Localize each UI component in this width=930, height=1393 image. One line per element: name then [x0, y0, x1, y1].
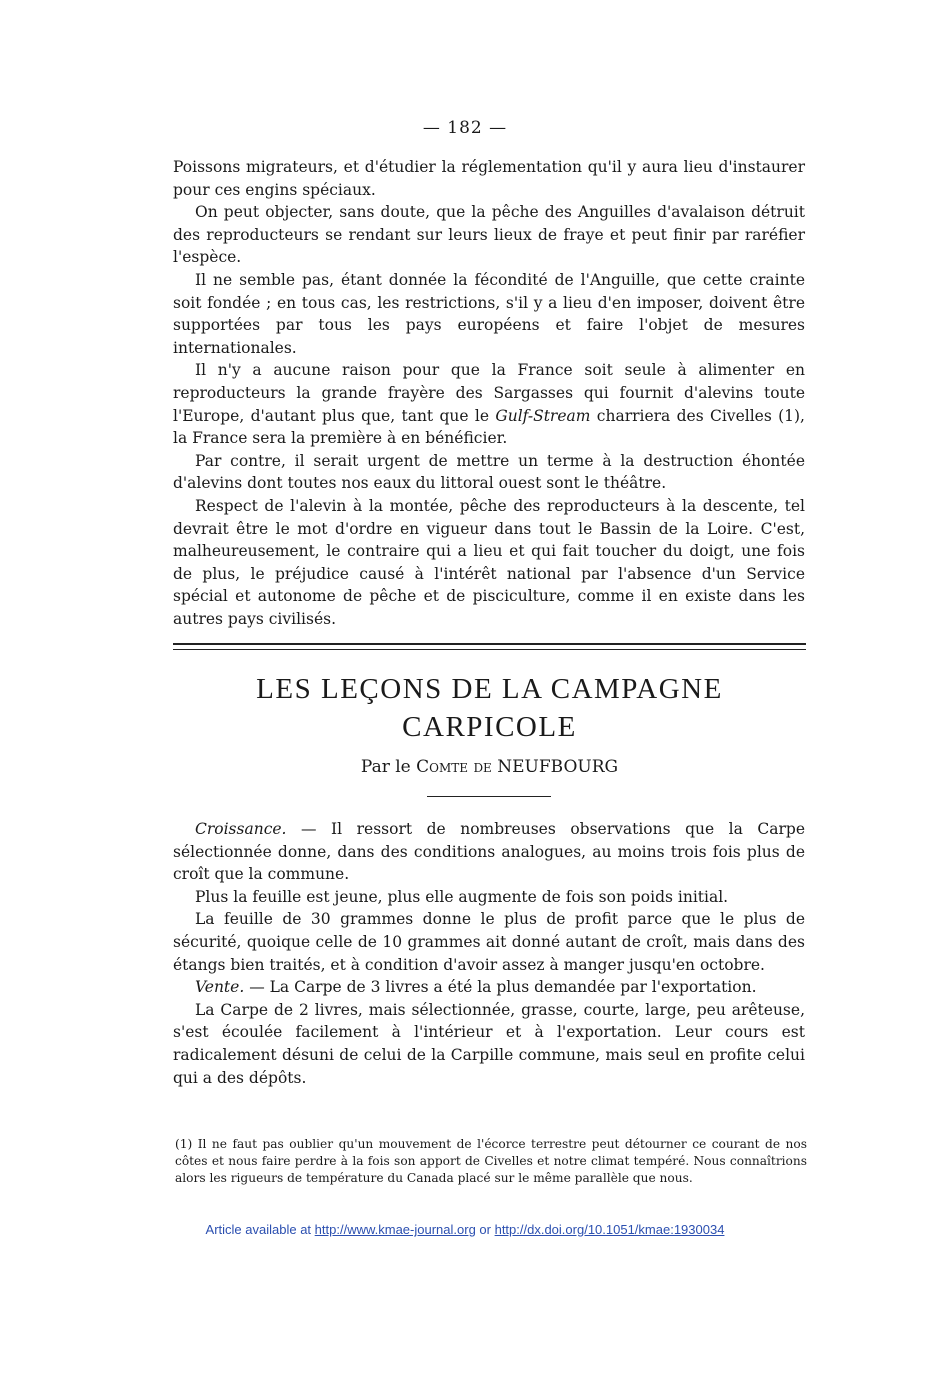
paragraph-4-text-b: charriera des Civelles (1), la France sera la première à en bénéficier.: [173, 406, 805, 448]
article-body: [173, 818, 805, 1089]
top-text-block: [173, 156, 805, 630]
kmae-journal-link[interactable]: http://www.kmae-journal.org: [314, 1222, 476, 1237]
availability-notice: [0, 1222, 930, 1237]
article-title-line-1: LES LEÇONS DE LA CAMPAGNE: [256, 673, 723, 705]
body-paragraph-4: [173, 976, 805, 999]
paragraph-4: [173, 359, 805, 449]
body-paragraph-4-text: — La Carpe de 3 livres a été la plus demandée par l'exportation.: [244, 978, 757, 997]
byline-rank: Comte de: [416, 757, 492, 777]
paragraph-4-text-a: Il n'y a aucune raison pour que la France soit seule à alimenter en reproducteurs la grande frayère des Sargasses qui fournit d'alevins toute l'Europe, d'autant plus que, tant que le: [173, 361, 805, 425]
body-paragraph-2: Plus la feuille est jeune, plus elle augmente de fois son poids initial.: [195, 887, 729, 906]
title-underline-rule: [427, 796, 551, 797]
section-divider: [173, 643, 806, 650]
footnote-1: (1) Il ne faut pas oublier qu'un mouvement de l'écorce terrestre peut détourner ce courant de nos côtes et nous faire perdre à la fois son apport de Civelles et notre climat tempéré. Nous connaîtrions alors les rigueurs de température du Canada placé sur le même parallèle que nous.: [175, 1137, 807, 1185]
body-paragraph-3: La feuille de 30 grammes donne le plus de profit parce que le plus de sécurité, quoique celle de 10 grammes ait donné autant de croît, mais dans des étangs bien traités, et à condition d'avoir assez à manger jusqu'en octobre.: [173, 910, 805, 974]
availability-middle: or: [475, 1222, 495, 1237]
paragraph-6: Respect de l'alevin à la montée, pêche des reproducteurs à la descente, tel devrait être le mot d'ordre en vigueur dans tout le Bassin de la Loire. C'est, malheureusement, le contraire qui a lieu et qui fait toucher du doigt, une fois de plus, le préjudice causé à l'intérêt national par l'absence d'un Service spécial et autonome de pêche et de pisciculture, comme il en existe dans les autres pays civilisés.: [173, 496, 805, 628]
croissance-heading: Croissance.: [195, 820, 287, 838]
page-number: — 182 —: [422, 118, 508, 138]
byline-name: NEUFBOURG: [497, 757, 619, 777]
paragraph-1: Poissons migrateurs, et d'étudier la réglementation qu'il y aura lieu d'instaurer pour ces engins spéciaux.: [173, 158, 805, 199]
paragraph-3: Il ne semble pas, étant donnée la fécondité de l'Anguille, que cette crainte soit fondée ; en tous cas, les restrictions, s'il y a lieu d'en imposer, doivent être supportées par tous les pays européens et faire l'objet de mesures internationales.: [173, 270, 805, 357]
byline-prefix: Par le: [360, 757, 417, 777]
body-paragraph-1: [173, 818, 805, 886]
footnote-block: [175, 1136, 807, 1187]
gulf-stream-italic: Gulf-Stream: [495, 406, 591, 425]
vente-heading: Vente.: [195, 978, 245, 997]
availability-prefix: Article available at: [205, 1222, 315, 1237]
body-paragraph-5: La Carpe de 2 livres, mais sélectionnée, grasse, courte, large, peu arêteuse, s'est écoulée facilement à l'intérieur et à l'exportation. Leur cours est radicalement désuni de celui de la Carpille commune, mais seul en profite celui qui a des dépôts.: [173, 1000, 805, 1087]
article-byline: [173, 757, 806, 777]
doi-link[interactable]: http://dx.doi.org/10.1051/kmae:1930034: [494, 1222, 725, 1237]
paragraph-2: On peut objecter, sans doute, que la pêche des Anguilles d'avalaison détruit des reproducteurs se rendant sur leurs lieux de fraye et peut finir par raréfier l'espèce.: [173, 203, 805, 267]
body-paragraph-1-text: — Il ressort de nombreuses observations que la Carpe sélectionnée donne, dans des conditions analogues, au moins trois fois plus de croît que la commune.: [173, 820, 805, 884]
article-title-line-2: CARPICOLE: [402, 711, 577, 743]
paragraph-5: Par contre, il serait urgent de mettre un terme à la destruction éhontée d'alevins dont toutes nos eaux du littoral ouest sont le théâtre.: [173, 451, 805, 493]
